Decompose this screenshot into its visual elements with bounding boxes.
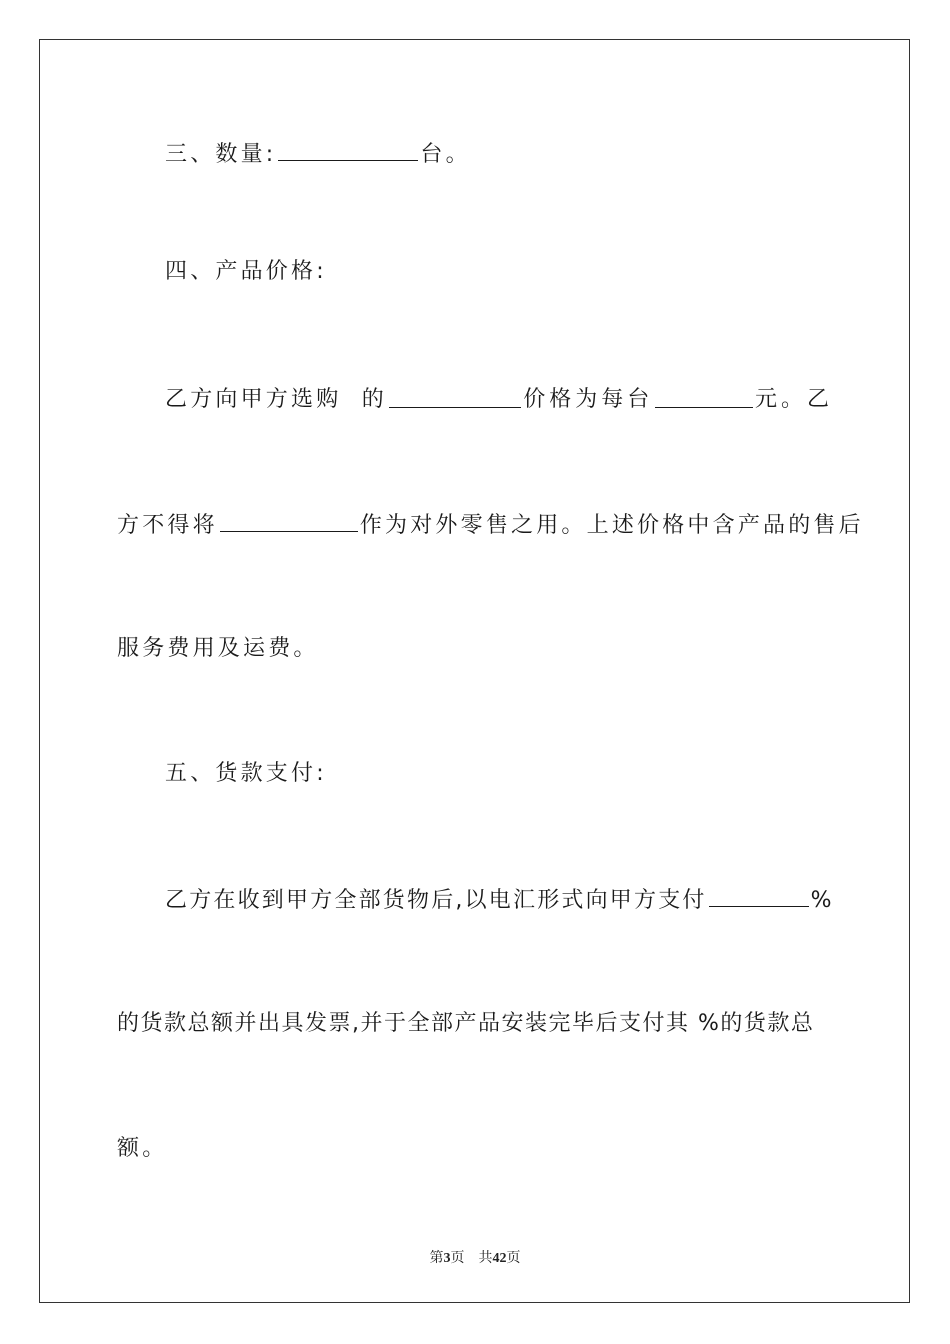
payment-line-3	[117, 1134, 833, 1164]
price-line-3-text: 服务费用及运费。	[117, 636, 319, 661]
payment-line-2	[117, 1009, 833, 1039]
page-border	[39, 39, 910, 1303]
payment-line-3-text: 额。	[117, 1136, 168, 1161]
payment-percent-blank[interactable]	[709, 884, 809, 907]
quantity-line	[117, 138, 881, 170]
footer-current-page: 3	[443, 1251, 451, 1266]
retail-blank[interactable]	[220, 509, 358, 532]
quantity-unit: 台。	[420, 142, 471, 167]
page-footer	[0, 1247, 950, 1267]
price-line-2	[117, 509, 864, 541]
footer-label-prefix: 第	[429, 1251, 444, 1266]
product-name-blank[interactable]	[389, 385, 521, 408]
price-line-3	[117, 634, 833, 664]
price-line-1-part2: 价格为每台	[523, 387, 654, 412]
footer-total-pages: 42	[492, 1251, 507, 1266]
footer-label-total-prefix: 共	[478, 1251, 493, 1266]
quantity-label: 三、数量:	[165, 142, 277, 167]
payment-line-1	[117, 884, 881, 916]
price-heading	[117, 257, 881, 287]
payment-heading	[117, 759, 881, 789]
price-line-1-part1: 乙方向甲方选购 的	[165, 387, 387, 412]
payment-line-1-part2: %	[810, 888, 835, 913]
payment-line-2-text: 的货款总额并出具发票,并于全部产品安装完毕后支付其 %的货款总	[117, 1011, 815, 1036]
footer-label-total-suffix: 页	[506, 1251, 521, 1266]
price-line-1-part3: 元。乙	[754, 387, 833, 412]
quantity-blank[interactable]	[278, 138, 418, 161]
unit-price-blank[interactable]	[655, 385, 753, 408]
price-line-2-part2: 作为对外零售之用。上述价格中含产品的售后	[359, 513, 864, 538]
payment-heading-text: 五、货款支付:	[165, 761, 327, 786]
price-heading-text: 四、产品价格:	[165, 259, 327, 284]
payment-line-1-part1: 乙方在收到甲方全部货物后,以电汇形式向甲方支付	[165, 888, 707, 913]
footer-label-page: 页	[450, 1251, 465, 1266]
price-line-1	[117, 385, 833, 415]
price-line-2-part1: 方不得将	[117, 513, 218, 538]
